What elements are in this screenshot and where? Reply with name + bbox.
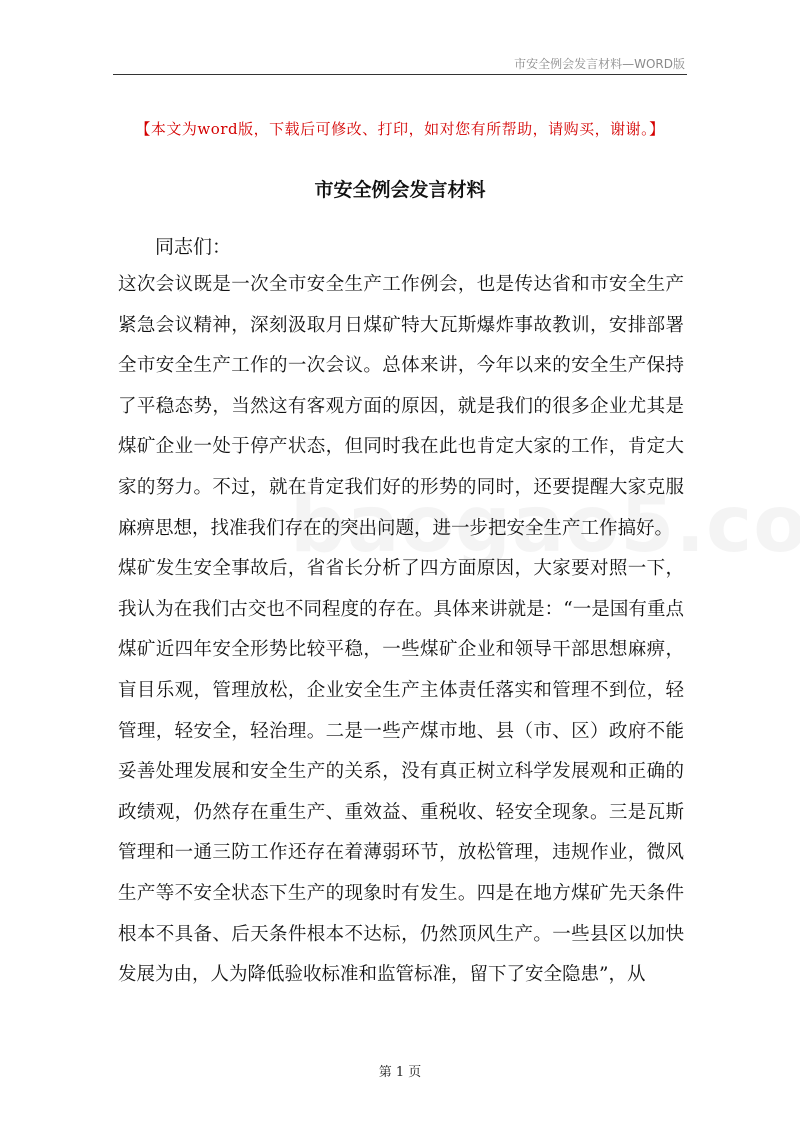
running-header: 市安全例会发言材料—WORD版 [514, 57, 685, 71]
page-number: 第 1 页 [378, 1065, 422, 1080]
document-body [118, 265, 684, 996]
download-notice: 【本文为word版，下载后可修改、打印，如对您有所帮助，请购买，谢谢。】 [135, 120, 665, 138]
salutation: 同志们： [155, 236, 232, 258]
body-paragraph: 这次会议既是一次全市安全生产工作例会，也是传达省和市安全生产紧急会议精神，深刻汲取月日煤矿特大瓦斯爆炸事故教训，安排部署全市安全生产工作的一次会议。总体来讲，今年以来的安全生产保持了平稳态势，当然这有客观方面的原因，就是我们的很多企业尤其是煤矿企业一处于停产状态，但同时我在此也肯定大家的工作，肯定大家的努力。不过，就在肯定我们好的形势的同时，还要提醒大家克服麻痹思想，找准我们存在的突出问题，进一步把安全生产工作搞好。 [118, 274, 684, 539]
body-paragraph: 煤矿发生安全事故后，省省长分析了四方面原因，大家要对照一下，我认为在我们古交也不同程度的存在。具体来讲就是：“一是国有重点煤矿近四年安全形势比较平稳，一些煤矿企业和领导干部思想麻痹，盲目乐观，管理放松，企业安全生产主体责任落实和管理不到位，轻管理，轻安全，轻治理。二是一些产煤市地、县（市、区）政府不能妥善处理发展和安全生产的关系，没有真正树立科学发展观和正确的政绩观，仍然存在重生产、重效益、重税收、轻安全现象。三是瓦斯管理和一通三防工作还存在着薄弱环节，放松管理，违规作业，微风生产等不安全状态下生产的现象时有发生。四是在地方煤矿先天条件根本不具备、后天条件根本不达标，仍然顶风生产。一些县区以加快发展为由，人为降低验收标准和监管标准，留下了安全隐患”，从 [118, 558, 684, 986]
header-divider [113, 74, 687, 75]
page-title: 市安全例会发言材料 [314, 179, 486, 201]
